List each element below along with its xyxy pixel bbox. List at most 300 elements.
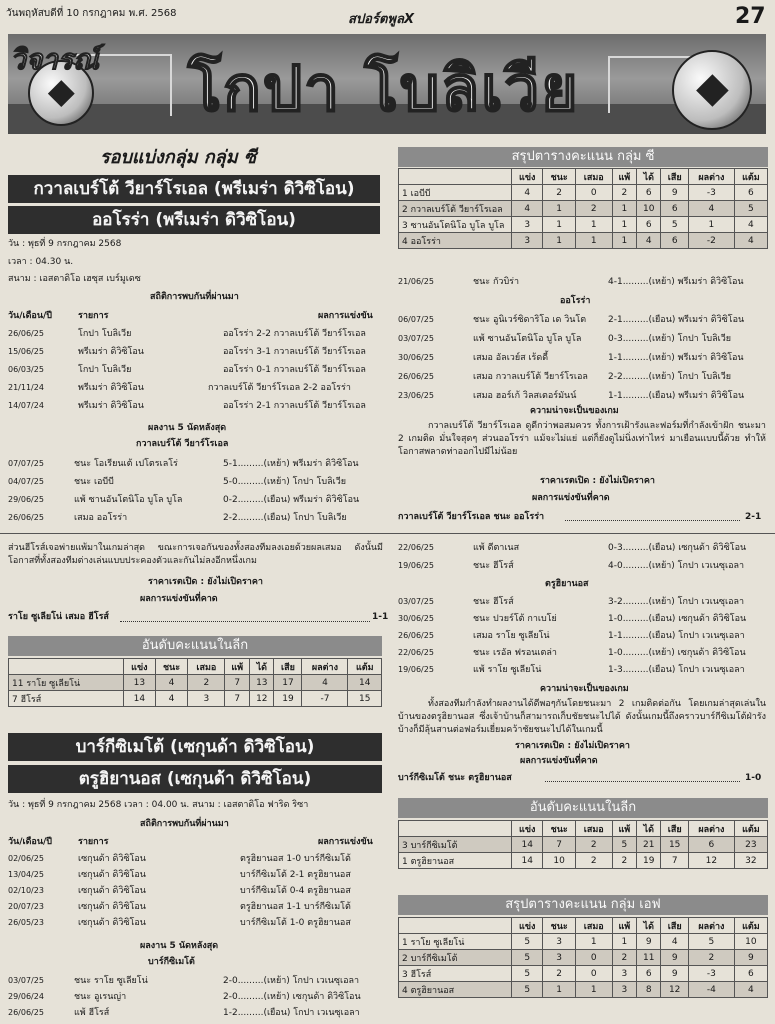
form-row — [8, 494, 393, 512]
cell: 15 — [348, 691, 382, 707]
cell: 11 — [637, 950, 661, 966]
team-cell: 7 ฮีโรส์ — [9, 691, 124, 707]
col-against: เสีย — [661, 169, 689, 185]
cell: 17 — [274, 675, 302, 691]
form-score: 3-2.........(เหย้า) โกปา เวเนซุเอลา — [608, 597, 745, 607]
cell: 1 — [612, 201, 637, 217]
h2h-row — [8, 917, 388, 933]
form-row — [398, 596, 770, 613]
match1-away-bar: ออโรร่า (พรีเมร่า ดิวิซิโอน) — [8, 206, 380, 234]
cell: 12 — [661, 982, 689, 998]
table-row — [9, 691, 382, 707]
h2h-comp: โกปา โบลิเวีย — [78, 329, 132, 339]
cell: 21 — [637, 837, 661, 853]
col-for: ได้ — [637, 821, 661, 837]
team-cell: 11 ราโย ซูเลียโน่ — [9, 675, 124, 691]
form-date: 29/06/25 — [8, 495, 44, 504]
cell: 10 — [637, 201, 661, 217]
h2h-comp: โกปา โบลิเวีย — [78, 365, 132, 375]
form-result: เสมอ ฮอร์เก้ วิลสเตอร์มันน์ — [473, 391, 577, 401]
cell: -4 — [689, 982, 735, 998]
cell: 2 — [689, 950, 735, 966]
mid-prediction-text: ราโย ซูเลียโน่ เสมอ ฮีโรส์ — [8, 612, 109, 622]
match2-odds: ราคาเรตเปิด : ยังไม่เปิดราคา — [515, 741, 630, 751]
cell: 1 — [575, 934, 612, 950]
team-cell: 4 ตรูฮิยานอส — [399, 982, 512, 998]
form-result: ชนะ เอบีบี — [74, 477, 114, 487]
match2-away-bar: ตรูฮิยานอส (เซกุนด้า ดิวิซิโอน) — [8, 765, 382, 793]
col-played: แข่ง — [512, 918, 543, 934]
cell: 8 — [637, 982, 661, 998]
cell: -2 — [689, 233, 735, 249]
cell: 6 — [661, 201, 689, 217]
col-points: แต้ม — [734, 821, 767, 837]
form-score: 1-1.........(เหย้า) พรีเมร่า ดิวิซิโอน — [608, 353, 744, 363]
page-number: 27 — [735, 4, 766, 29]
form-result: ชนะ กัวบิร่า — [473, 277, 520, 287]
match2-info: วัน : พุธที่ 9 กรกฎาคม 2568 เวลา : 04.00 น. สนาม : เอสตาดิโอ ฟาริด ริซา — [8, 800, 309, 810]
col-lost: แพ้ — [612, 918, 637, 934]
team-cell: 1 ราโย ซูเลียโน่ — [399, 934, 512, 950]
h2h-result: ตรูฮิยานอส 1-0 บาร์กีซิเมโต้ — [240, 854, 351, 864]
form-date: 19/06/25 — [398, 561, 434, 570]
team-cell: 4 ออโรร่า — [399, 233, 512, 249]
table-row — [399, 201, 768, 217]
league1-table — [8, 658, 382, 707]
form-score: 4-1.........(เหย้า) พรีเมร่า ดิวิซิโอน — [608, 277, 744, 287]
form-result: ชนะ ฮีโรส์ — [473, 561, 514, 571]
form-date: 19/06/25 — [398, 665, 434, 674]
table-row — [399, 966, 768, 982]
form-row — [8, 512, 393, 530]
col-won: ชนะ — [543, 169, 576, 185]
form-date: 07/07/25 — [8, 459, 44, 468]
mid-odds: ราคาเรตเปิด : ยังไม่เปิดราคา — [148, 577, 263, 587]
form-row — [398, 613, 770, 630]
match2-away-form-list — [398, 596, 770, 681]
form-row — [398, 371, 770, 390]
table-row — [9, 675, 382, 691]
form-result: ชนะ อูเรนญ่า — [74, 992, 127, 1002]
h2h-result: ออโรร่า 2-1 กวาลเบร์โต้ วียาร์โรเอล — [223, 401, 366, 411]
cell: 14 — [124, 691, 156, 707]
form-date: 29/06/24 — [8, 992, 44, 1001]
league1-table-title: อันดับคะแนนในลีก — [8, 636, 382, 656]
h2h-row — [8, 869, 388, 885]
match1-prediction-title: ผลการแข่งขันที่คาด — [532, 493, 610, 503]
cell: 3 — [188, 691, 225, 707]
h2h-date: 21/11/24 — [8, 383, 44, 392]
form-score: 0-3.........(เหย้า) โกปา โบลิเวีย — [608, 334, 732, 344]
h2h-row — [8, 885, 388, 901]
form-result: แพ้ ฮีโรส์ — [74, 1008, 110, 1018]
cell: 10 — [734, 934, 767, 950]
form-result: แพ้ ราโย ซูเลียโน่ — [473, 665, 542, 675]
form-score: 0-2.........(เยือน) พรีเมร่า ดิวิซิโอน — [223, 495, 360, 505]
cell: 2 — [543, 185, 576, 201]
h2h-comp: เซกุนด้า ดิวิซิโอน — [78, 854, 146, 864]
col-for: ได้ — [637, 169, 661, 185]
match1-home-form-list — [8, 458, 393, 530]
cell: 12 — [250, 691, 274, 707]
team-cell: 2 กวาลเบร์โต้ วียาร์โรเอล — [399, 201, 512, 217]
col-for: ได้ — [637, 918, 661, 934]
h2h-result: บาร์กีซิเมโต้ 2-1 ตรูฮิยานอส — [240, 870, 351, 880]
cell: 14 — [512, 837, 543, 853]
league2-table-title: อันดับคะแนนในลีก — [398, 798, 768, 818]
match2-prediction-text: บาร์กีซิเมโต้ ชนะ ตรูฮิยานอส — [398, 773, 512, 783]
cell: 1 — [612, 934, 637, 950]
col-team — [399, 169, 512, 185]
form-result: ชนะ ฮีโรส์ — [473, 597, 514, 607]
section-divider — [0, 533, 775, 534]
h2h-date: 02/06/25 — [8, 854, 44, 863]
match2-h2h-list — [8, 853, 388, 933]
form-result: เสมอ อัลเวย์ส เร้ดดี้ — [473, 353, 549, 363]
h2h-result: ตรูฮิยานอส 1-1 บาร์กีซิเมโต้ — [240, 902, 351, 912]
cell: 19 — [274, 691, 302, 707]
match1-odds: ราคาเรตเปิด : ยังไม่เปิดราคา — [540, 476, 655, 486]
form-row — [398, 647, 770, 664]
cell: 3 — [543, 950, 576, 966]
h2h-date: 14/07/24 — [8, 401, 44, 410]
cell: 6 — [637, 217, 661, 233]
form-date: 26/06/25 — [398, 372, 434, 381]
form-score: 4-0.........(เหย้า) โกปา เวเนซุเอลา — [608, 561, 745, 571]
cell: 2 — [575, 853, 612, 869]
form-date: 22/06/25 — [398, 543, 434, 552]
team-cell: 1 เอบีบี — [399, 185, 512, 201]
form-result: ชนะ เรอัล ฟรอนเตล่า — [473, 648, 557, 658]
form-result: เสมอ ราโย ซูเลียโน่ — [473, 631, 550, 641]
cell: 3 — [512, 217, 543, 233]
col-against: เสีย — [661, 918, 689, 934]
cell: 10 — [543, 853, 576, 869]
form-date: 04/07/25 — [8, 477, 44, 486]
cell: 1 — [543, 233, 576, 249]
h2h-date: 26/06/25 — [8, 329, 44, 338]
h2h-date: 13/04/25 — [8, 870, 44, 879]
match2-form-title: ผลงาน 5 นัดหลังสุด — [140, 941, 219, 951]
team-cell: 3 บาร์กีซิเมโต้ — [399, 837, 512, 853]
cell: 3 — [543, 934, 576, 950]
issue-date: วันพฤหัสบดีที่ 10 กรกฎาคม พ.ศ. 2568 — [6, 8, 177, 19]
cell: 3 — [512, 233, 543, 249]
title-banner — [8, 34, 766, 134]
table-row — [399, 233, 768, 249]
form-result: แพ้ ซานอันโตนิโอ บูโล บูโล — [74, 495, 183, 505]
form-date: 03/07/25 — [398, 597, 434, 606]
form-score: 2-0.........(เหย้า) โกปา เวเนซุเอลา — [223, 976, 360, 986]
h2h-comp: เซกุนด้า ดิวิซิโอน — [78, 902, 146, 912]
page-header — [0, 0, 775, 34]
soccer-ball-right-icon — [672, 50, 752, 130]
cell: 12 — [689, 853, 735, 869]
col-team — [399, 918, 512, 934]
section-tag: วิจารณ์ — [10, 43, 99, 76]
cell: 0 — [575, 185, 612, 201]
group-c-table-title: สรุปตารางคะแนน กลุ่ม ซี — [398, 147, 768, 167]
cell: 9 — [661, 966, 689, 982]
cell: 1 — [612, 217, 637, 233]
form-score: 1-1.........(เยือน) โกปา เวเนซุเอลา — [608, 631, 745, 641]
col-diff: ผลต่าง — [689, 169, 735, 185]
match2-prediction-title: ผลการแข่งขันที่คาด — [520, 756, 598, 766]
form-score: 1-2.........(เยือน) โกปา เวเนซุเอลา — [223, 1008, 360, 1018]
cell: -7 — [302, 691, 348, 707]
h2h-date: 02/10/23 — [8, 886, 44, 895]
h2h-comp: เซกุนด้า ดิวิซิโอน — [78, 918, 146, 928]
col-drawn: เสมอ — [575, 169, 612, 185]
group-c-table — [398, 168, 768, 249]
cell: 4 — [512, 201, 543, 217]
col-diff: ผลต่าง — [302, 659, 348, 675]
cell: 2 — [575, 837, 612, 853]
cell: 1 — [689, 217, 735, 233]
form-score: 2-1.........(เยือน) พรีเมร่า ดิวิซิโอน — [608, 315, 745, 325]
cell: 4 — [734, 982, 767, 998]
h2h-result: บาร์กีซิเมโต้ 1-0 ตรูฮิยานอส — [240, 918, 351, 928]
form-row — [398, 333, 770, 352]
cell: -3 — [689, 966, 735, 982]
col-played: แข่ง — [512, 169, 543, 185]
match1-h2h-title: สถิติการพบกันที่ผ่านมา — [150, 292, 239, 302]
form-score: 1-1.........(เยือน) พรีเมร่า ดิวิซิโอน — [608, 391, 745, 401]
cell: 6 — [637, 966, 661, 982]
cell: 13 — [250, 675, 274, 691]
col-against: เสีย — [661, 821, 689, 837]
cell: 1 — [543, 217, 576, 233]
h2h-date: 20/07/23 — [8, 902, 44, 911]
match1-h2h-head-result: ผลการแข่งขัน — [318, 311, 373, 321]
match1-venue: สนาม : เอสตาดิโอ เฮซุส เบร์มูเดซ — [8, 274, 141, 284]
form-row — [8, 1007, 393, 1023]
table-row — [399, 982, 768, 998]
dotted-leader — [565, 520, 740, 521]
h2h-row — [8, 901, 388, 917]
match1-home-form-team: กวาลเบร์โต้ วียาร์โรเอล — [136, 439, 229, 449]
col-won: ชนะ — [543, 821, 576, 837]
mid-prediction-score: 1-1 — [372, 612, 389, 622]
form-result: ชนะ โอเรียนเต้ เปโตรเลโร่ — [74, 459, 178, 469]
match1-analysis-title: ความน่าจะเป็นของเกม — [530, 406, 619, 416]
cell: 13 — [124, 675, 156, 691]
cell: 6 — [734, 966, 767, 982]
match1-home-bar: กวาลเบร์โต้ วียาร์โรเอล (พรีเมร่า ดิวิซิโอน) — [8, 175, 380, 203]
form-score: 2-2.........(เหย้า) โกปา โบลิเวีย — [608, 372, 732, 382]
h2h-row — [8, 328, 388, 346]
cell: 2 — [188, 675, 225, 691]
cell: 15 — [661, 837, 689, 853]
match2-h2h-title: สถิติการพบกันที่ผ่านมา — [140, 819, 229, 829]
form-date: 21/06/25 — [398, 277, 434, 286]
col-lost: แพ้ — [612, 821, 637, 837]
cell: 2 — [612, 853, 637, 869]
mid-analysis-text: ส่วนฮีโรส์เจอพ่ายแพ้มาในเกมล่าสุด ขณะการเจอกันของทั้งสองทีมลงเอยด้วยผลเสมอ ดังนั้นมีโอกาสที่ทั้งสองทีมต่างเล่นแบบประคองตัวและกันไม่ลงอีกหนึ่งเกม — [8, 543, 383, 566]
col-points: แต้ม — [348, 659, 382, 675]
form-result: ชนะ อูนิเวร์ซิดาริโอ เด วินโต — [473, 315, 587, 325]
cell: 1 — [612, 233, 637, 249]
dotted-leader — [120, 621, 370, 622]
col-points: แต้ม — [734, 169, 767, 185]
h2h-result: ออโรร่า 0-1 กวาลเบร์โต้ วียาร์โรเอล — [223, 365, 366, 375]
cell: 0 — [575, 950, 612, 966]
cell: 1 — [543, 201, 576, 217]
h2h-result: ออโรร่า 3-1 กวาลเบร์โต้ วียาร์โรเอล — [223, 347, 366, 357]
match2-h2h-head-result: ผลการแข่งขัน — [318, 837, 373, 847]
team-cell: 3 ซานอันโตนิโอ บูโล บูโล — [399, 217, 512, 233]
cell: 5 — [612, 837, 637, 853]
cell: 5 — [512, 982, 543, 998]
cell: 4 — [734, 217, 767, 233]
cell: 6 — [734, 185, 767, 201]
cell: 5 — [661, 217, 689, 233]
h2h-row — [8, 364, 388, 382]
form-score: 2-0.........(เหย้า) เซกุนด้า ดิวิซิโอน — [223, 992, 361, 1002]
table-row — [399, 217, 768, 233]
table-header-row — [399, 821, 768, 837]
mid-prediction-title: ผลการแข่งขันที่คาด — [140, 594, 218, 604]
match1-home-form-continued — [398, 276, 770, 294]
h2h-comp: เซกุนด้า ดิวิซิโอน — [78, 886, 146, 896]
col-lost: แพ้ — [612, 169, 637, 185]
table-header-row — [9, 659, 382, 675]
cell: 9 — [661, 950, 689, 966]
h2h-row — [8, 346, 388, 364]
col-team — [399, 821, 512, 837]
cell: 14 — [348, 675, 382, 691]
h2h-result: บาร์กีซิเมโต้ 0-4 ตรูฮิยานอส — [240, 886, 351, 896]
form-date: 03/07/25 — [8, 976, 44, 985]
h2h-date: 06/03/25 — [8, 365, 44, 374]
match1-away-form-list — [398, 314, 770, 409]
h2h-row — [8, 382, 388, 400]
cell: 4 — [661, 934, 689, 950]
form-row — [398, 560, 770, 578]
col-diff: ผลต่าง — [689, 918, 735, 934]
match2-prediction-score: 1-0 — [745, 773, 762, 783]
h2h-result: กวาลเบร์โต้ วียาร์โรเอล 2-2 ออโรร่า — [208, 383, 351, 393]
form-score: 5-1.........(เหย้า) พรีเมร่า ดิวิซิโอน — [223, 459, 359, 469]
cell: 5 — [734, 201, 767, 217]
h2h-row — [8, 853, 388, 869]
form-result: แพ้ ดีตาเนส — [473, 543, 520, 553]
h2h-comp: เซกุนด้า ดิวิซิโอน — [78, 870, 146, 880]
form-date: 06/07/25 — [398, 315, 434, 324]
group-f-table — [398, 917, 768, 998]
round-title: รอบแบ่งกลุ่ม กลุ่ม ซี — [100, 147, 257, 168]
col-played: แข่ง — [512, 821, 543, 837]
form-date: 03/07/25 — [398, 334, 434, 343]
table-header-row — [399, 169, 768, 185]
cell: 7 — [543, 837, 576, 853]
col-drawn: เสมอ — [188, 659, 225, 675]
team-cell: 1 ตรูฮิยานอส — [399, 853, 512, 869]
cell: 6 — [661, 233, 689, 249]
cell: 1 — [575, 217, 612, 233]
form-date: 26/06/25 — [8, 1008, 44, 1017]
league2-table — [398, 820, 768, 869]
match2-h2h-head-date: วัน/เดือน/ปี — [8, 837, 52, 847]
match1-h2h-head-comp: รายการ — [78, 311, 109, 321]
cell: 6 — [637, 185, 661, 201]
match1-analysis-text: กวาลเบร์โต้ วียาร์โรเอล ดูดีกว่าพอสมควร ทั้งการเฝ้ารังและฟอร์มที่กำลังเข้าฝัก ชนะมา 2 เกมติด มั่นใจสุดๆ ส่วนออโรร่า แม้จะไม่แย่ แต่ก็ยังดูไม่นิ่งเท่าไหร่ มาเยือนแบบนี้ด้วย ทำให้โอกาสพลาดท่าออกไปมีไม่น้อย — [398, 421, 766, 457]
form-score: 2-2.........(เยือน) โกปา โบลิเวีย — [223, 513, 347, 523]
cell: 4 — [155, 691, 188, 707]
table-row — [399, 950, 768, 966]
table-row — [399, 934, 768, 950]
cell: 7 — [661, 853, 689, 869]
h2h-date: 15/06/25 — [8, 347, 44, 356]
form-result: ชนะ ปวยร์โต้ กาเบโย่ — [473, 614, 557, 624]
match1-away-form-team: ออโรร่า — [560, 296, 591, 306]
cell: 3 — [612, 982, 637, 998]
match2-analysis-title: ความน่าจะเป็นของเกม — [540, 684, 629, 694]
form-score: 0-3.........(เยือน) เซกุนด้า ดิวิซิโอน — [608, 543, 747, 553]
form-row — [398, 630, 770, 647]
cell: 19 — [637, 853, 661, 869]
cell: -3 — [689, 185, 735, 201]
col-for: ได้ — [250, 659, 274, 675]
h2h-row — [8, 400, 388, 418]
form-score: 1-3.........(เยือน) โกปา เวเนซุเอลา — [608, 665, 745, 675]
form-date: 30/06/25 — [398, 614, 434, 623]
cell: 4 — [302, 675, 348, 691]
cell: 2 — [612, 185, 637, 201]
match2-home-form-continued — [398, 542, 770, 578]
cell: 5 — [512, 950, 543, 966]
form-date: 26/06/25 — [8, 513, 44, 522]
cell: 7 — [225, 691, 250, 707]
form-score: 1-0.........(เยือน) เซกุนด้า ดิวิซิโอน — [608, 614, 747, 624]
form-row — [398, 542, 770, 560]
form-date: 23/06/25 — [398, 391, 434, 400]
match2-analysis-text: ทั้งสองทีมกำลังทำผลงานได้ดีพอๆกันโดยชนะมา 2 เกมติดต่อกัน โดยเกมล่าสุดเล่นในบ้านของตรูฮิยานอส ซึ่งเจ้าบ้านก็สามารถเก็บชัยชนะไปได้ ดังนั้นเกมนี้ถึงคราวบาร์กีซิเมโต้ฝ่ารังบ้างก็มีลุ้นสานต่อฟอร์มเยี่ยมคว้าชัยชนะไปได้ในเกมนี้ — [398, 699, 766, 735]
form-result: เสมอ กวาลเบร์โต้ วียาร์โรเอล — [473, 372, 588, 382]
table-row — [399, 185, 768, 201]
cell: 32 — [734, 853, 767, 869]
newspaper-logo: สปอร์ตพูลX — [348, 12, 414, 27]
table-row — [399, 837, 768, 853]
group-f-table-title: สรุปตารางคะแนน กลุ่ม เอฟ — [398, 895, 768, 915]
form-row — [398, 352, 770, 371]
banner-title: โกปา โบลิเวีย — [188, 52, 580, 125]
cell: 4 — [512, 185, 543, 201]
form-row — [398, 664, 770, 681]
match2-home-form-team: บาร์กีซิเมโต้ — [148, 957, 195, 967]
form-row — [8, 476, 393, 494]
form-result: ชนะ ราโย ซูเลียโน่ — [74, 976, 148, 986]
match1-date: วัน : พุธที่ 9 กรกฎาคม 2568 — [8, 239, 122, 249]
cell: 5 — [689, 934, 735, 950]
cell: 2 — [612, 950, 637, 966]
cell: 9 — [637, 934, 661, 950]
cell: 14 — [512, 853, 543, 869]
h2h-comp: พรีเมร่า ดิวิซิโอน — [78, 383, 144, 393]
form-score: 5-0.........(เหย้า) โกปา โบลิเวีย — [223, 477, 347, 487]
cell: 1 — [543, 982, 576, 998]
col-team — [9, 659, 124, 675]
cell: 4 — [689, 201, 735, 217]
cell: 7 — [225, 675, 250, 691]
col-won: ชนะ — [155, 659, 188, 675]
match2-home-form-list — [8, 975, 393, 1023]
match2-h2h-head-comp: รายการ — [78, 837, 109, 847]
col-drawn: เสมอ — [575, 821, 612, 837]
col-against: เสีย — [274, 659, 302, 675]
dotted-leader — [545, 781, 740, 782]
form-result: เสมอ ออโรร่า — [74, 513, 128, 523]
